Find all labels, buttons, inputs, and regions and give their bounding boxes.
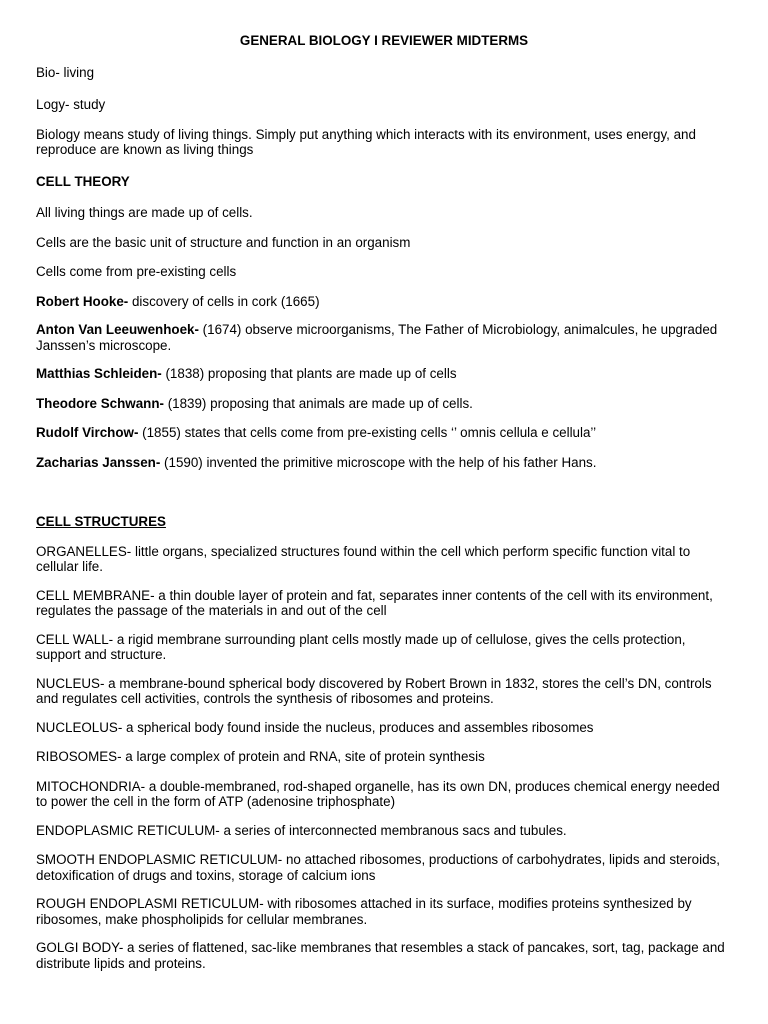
biology-definition: Biology means study of living things. Simply put anything which interacts with its environment, uses energy, and reproduce are known as living things xyxy=(36,126,696,157)
scientist-name: Theodore Schwann- xyxy=(36,395,164,411)
scientist-entry xyxy=(36,425,732,441)
cell-structure-item: CELL WALL- a rigid membrane surrounding plant cells mostly made up of cellulose, gives the cells protection, support and structure. xyxy=(36,631,686,662)
cell-structure-item: SMOOTH ENDOPLASMIC RETICULUM- no attached ribosomes, productions of carbohydrates, lipids and steroids, detoxification of drugs and toxins, storage of calcium ions xyxy=(36,852,720,883)
scientist-description: (1590) invented the primitive microscope with the help of his father Hans. xyxy=(160,454,597,470)
scientist-entry xyxy=(36,396,732,412)
scientist-entry xyxy=(36,366,732,382)
cell-structure-item: ROUGH ENDOPLASMI RETICULUM- with ribosomes attached in its surface, modifies proteins synthesized by ribosomes, make phospholipids for cellular membranes. xyxy=(36,896,692,927)
cell-theory-tenet: Cells come from pre-existing cells xyxy=(36,264,237,279)
scientist-entry xyxy=(36,294,732,310)
cell-theory-tenet: Cells are the basic unit of structure and function in an organism xyxy=(36,234,411,250)
cell-structure-item: CELL MEMBRANE- a thin double layer of protein and fat, separates inner contents of the cell with its environment, regulates the passage of the materials in and out of the cell xyxy=(36,587,713,618)
scientist-entry xyxy=(36,322,732,353)
scientist-description: (1855) states that cells come from pre-existing cells ‘’ omnis cellula e cellula’’ xyxy=(138,425,597,440)
cell-theory-tenet: All living things are made up of cells. xyxy=(36,205,253,220)
scientist-name: Rudolf Virchow- xyxy=(36,425,139,440)
scientist-entry xyxy=(36,455,732,471)
cell-structure-item: RIBOSOMES- a large complex of protein and RNA, site of protein synthesis xyxy=(36,749,485,764)
scientist-description: (1674) observe microorganisms, The Father of Microbiology, animalcules, he upgraded Janssen’s microscope. xyxy=(36,322,718,353)
cell-structure-item: NUCLEOLUS- a spherical body found inside the nucleus, produces and assembles ribosomes xyxy=(36,719,594,735)
logy-definition: Logy- study xyxy=(36,97,106,112)
document-title: GENERAL BIOLOGY I REVIEWER MIDTERMS xyxy=(239,33,529,48)
cell-theory-heading: CELL THEORY xyxy=(36,173,130,189)
cell-structure-item: MITOCHONDRIA- a double-membraned, rod-shaped organelle, has its own DN, produces chemical energy needed to power the cell in the form of ATP (adenosine triphosphate) xyxy=(36,778,720,809)
cell-structures-heading: CELL STRUCTURES xyxy=(36,514,166,529)
cell-structure-item: GOLGI BODY- a series of flattened, sac-like membranes that resembles a stack of pancakes, sort, tag, package and distribute lipids and proteins. xyxy=(36,940,725,971)
scientist-description: (1839) proposing that animals are made up of cells. xyxy=(163,395,473,411)
scientist-name: Zacharias Janssen- xyxy=(36,454,161,470)
scientist-description: discovery of cells in cork (1665) xyxy=(128,293,320,309)
scientist-name: Matthias Schleiden- xyxy=(36,366,162,381)
scientist-name: Anton Van Leeuwenhoek- xyxy=(36,322,199,337)
bio-definition: Bio- living xyxy=(36,64,95,80)
cell-structure-item: ORGANELLES- little organs, specialized structures found within the cell which perform specific function vital to cellular life. xyxy=(36,543,691,574)
cell-structure-item: ENDOPLASMIC RETICULUM- a series of interconnected membranous sacs and tubules. xyxy=(36,822,567,838)
scientist-name: Robert Hooke- xyxy=(36,293,129,309)
scientist-description: (1838) proposing that plants are made up of cells xyxy=(161,366,457,381)
cell-structure-item: NUCLEUS- a membrane-bound spherical body discovered by Robert Brown in 1832, stores the cell’s DN, controls and regulates cell activities, controls the synthesis of ribosomes and proteins. xyxy=(36,675,712,706)
